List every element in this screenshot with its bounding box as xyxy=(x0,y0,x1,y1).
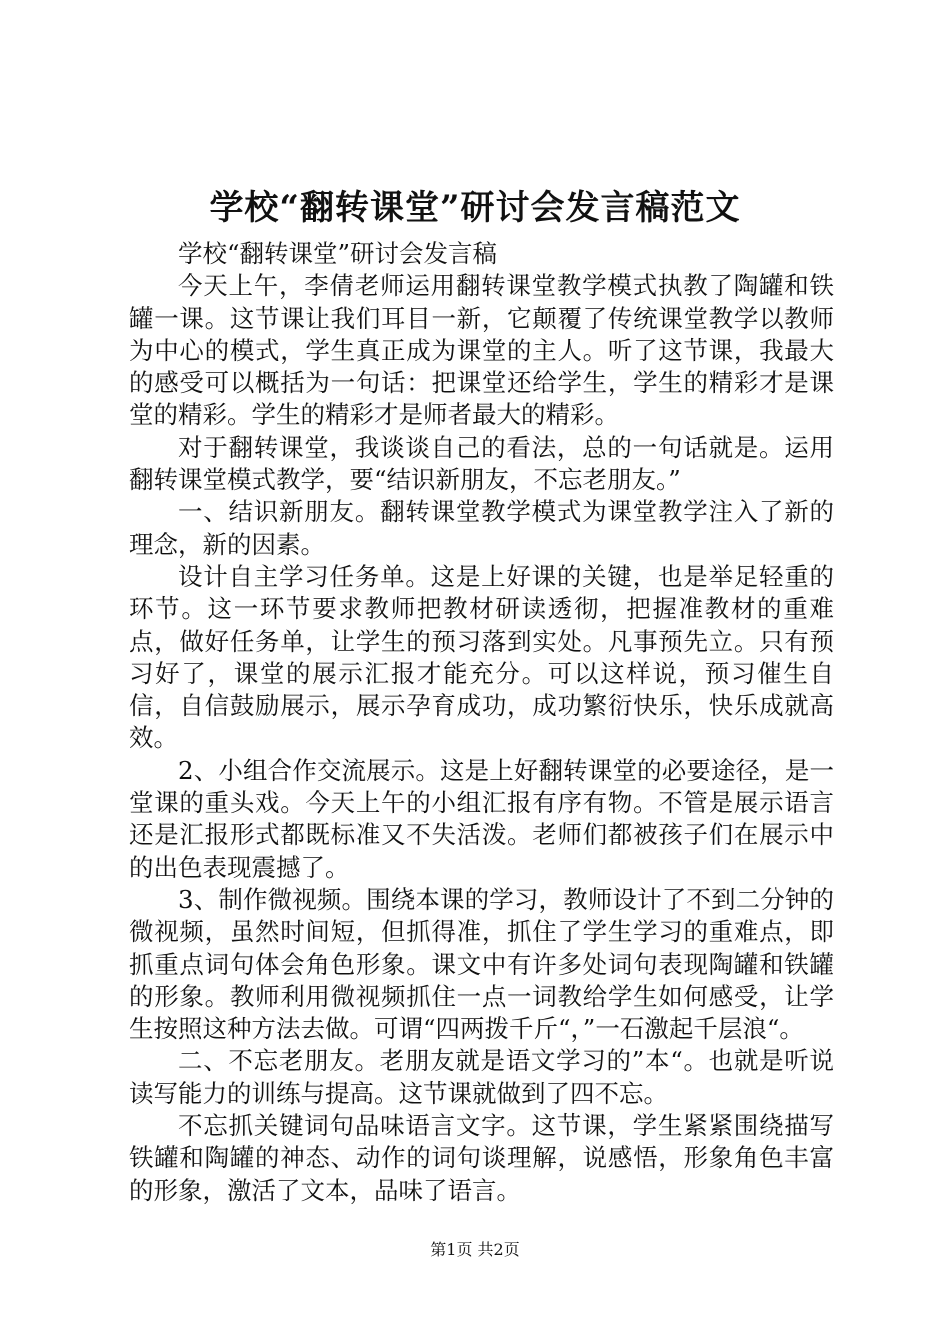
paragraph-group-work: 2、小组合作交流展示。这是上好翻转课堂的必要途径，是一堂课的重头戏。今天上午的小组汇报有序有物。不管是展示语言还是汇报形式都既标准又不失活泼。老师们都被孩子们在展示中的出色表现震撼了。 xyxy=(129,755,834,882)
document-title: 学校“翻转课堂”研讨会发言稿范文 xyxy=(209,188,741,228)
page-number-footer: 第1页 共2页 xyxy=(430,1240,520,1259)
paragraph-task-sheet: 设计自主学习任务单。这是上好课的关键，也是举足轻重的环节。这一环节要求教师把教材研读透彻，把握准教材的重难点，做好任务单，让学生的预习落到实处。凡事预先立。只有预习好了，课堂的展示汇报才能充分。可以这样说，预习催生自信，自信鼓励展示，展示孕育成功，成功繁衍快乐，快乐成就高效。 xyxy=(129,561,834,753)
paragraph-key-words: 不忘抓关键词句品味语言文字。这节课，学生紧紧围绕描写铁罐和陶罐的神态、动作的词句谈理解，说感悟，形象角色丰富的形象，激活了文本，品味了语言。 xyxy=(129,1111,834,1205)
paragraph-view: 对于翻转课堂，我谈谈自己的看法，总的一句话就是。运用翻转课堂模式教学，要“结识新朋友，不忘老朋友。” xyxy=(129,432,834,495)
paragraph-section-two: 二、不忘老朋友。老朋友就是语文学习的”本“。也就是听说读写能力的训练与提高。这节课就做到了四不忘。 xyxy=(129,1046,834,1108)
paragraph-section-one: 一、结识新朋友。翻转课堂教学模式为课堂教学注入了新的理念，新的因素。 xyxy=(129,497,834,559)
paragraph-micro-video: 3、制作微视频。围绕本课的学习，教师设计了不到二分钟的微视频，虽然时间短，但抓得准，抓住了学生学习的重难点，即抓重点词句体会角色形象。课文中有许多处词句表现陶罐和铁罐的形象。教师利用微视频抓住一点一词教给学生如何感受，让学生按照这种方法去做。可谓“四两拨千斤“，”一石激起千层浪“。 xyxy=(129,884,834,1044)
paragraph-subtitle: 学校“翻转课堂”研讨会发言稿 xyxy=(178,239,498,268)
document-body xyxy=(129,238,834,1207)
paragraph-intro: 今天上午，李倩老师运用翻转课堂教学模式执教了陶罐和铁罐一课。这节课让我们耳目一新，它颠覆了传统课堂教学以教师为中心的模式，学生真正成为课堂的主人。听了这节课，我最大的感受可以概括为一句话：把课堂还给学生，学生的精彩才是课堂的精彩。学生的精彩才是师者最大的精彩。 xyxy=(129,271,834,430)
